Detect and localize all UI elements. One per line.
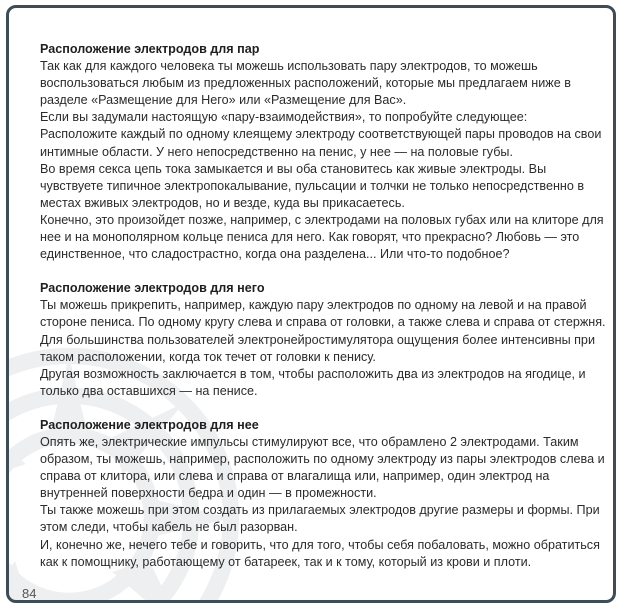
section-heading: Расположение электродов для нее	[40, 417, 259, 432]
paragraph: И, конечно же, нечего тебе и говорить, что для того, чтобы себя побаловать, можно обратиться как к помощнику, работающему от батареек, так и к тому, который из крови и плоти.	[40, 537, 600, 569]
text-content	[40, 41, 606, 588]
section-him	[40, 280, 606, 400]
section-heading: Расположение электродов для него	[40, 281, 265, 296]
section-couples	[40, 41, 606, 263]
paragraph: Опять же, электрические импульсы стимулируют все, что обрамлено 2 электродами. Таким образом, ты можешь, например, расположить по одному электроду из пары электродов слева и справа от клитора, или слева и справа от влагалища или, например, один электрод на внутренней поверхности бедра и один — в промежности.	[40, 434, 605, 501]
section-heading: Расположение электродов для пар	[40, 42, 260, 56]
paragraph: Так как для каждого человека ты можешь использовать пару электродов, то можешь воспользоваться любым из предложенных расположений, которые мы предлагаем ниже в разделе «Размещение для Него» или «Размещение для Вас».	[40, 59, 571, 108]
page-frame	[6, 5, 616, 603]
paragraph: Во время секса цепь тока замыкается и вы оба становитесь как живые электроды. Вы чувствуете типичное электропокалывание, пульсации и толчки не только непосредственно в местах вживых электродов, но и везде, куда вы прикасаетесь.	[40, 161, 585, 210]
paragraph: Если вы задумали настоящую «пару-взаимодействия», то попробуйте следующее: Расположите каждый по одному клеящему электроду соответствующей пары проводов на свои интимные области. У него непосредственно на пенис, у нее — на половые губы.	[40, 110, 602, 159]
page-number: 84	[22, 586, 37, 601]
section-her	[40, 417, 606, 571]
paragraph: Ты можешь прикрепить, например, каждую пару электродов по одному на левой и на правой стороне пениса. По одному кругу слева и справа от головки, а также слева и справа от стержня. Для большинства пользователей электронейростимулятора ощущения более интенсивны при таком расположении, когда ток течет от головки к пенису.	[40, 298, 606, 364]
paragraph: Другая возможность заключается в том, чтобы расположить два из электродов на ягодице, и только два оставшихся — на пенисе.	[40, 366, 586, 398]
paragraph: Конечно, это произойдет позже, например, с электродами на половых губах или на клиторе для нее и на монополярном кольце пениса для него. Как говорят, что прекрасно? Любовь — это единственное, что сладострастно, когда она разделена... Или что-то подобное?	[40, 212, 604, 262]
paragraph: Ты также можешь при этом создать из прилагаемых электродов другие размеры и формы. При этом следи, чтобы кабель не был разорван.	[40, 503, 600, 535]
